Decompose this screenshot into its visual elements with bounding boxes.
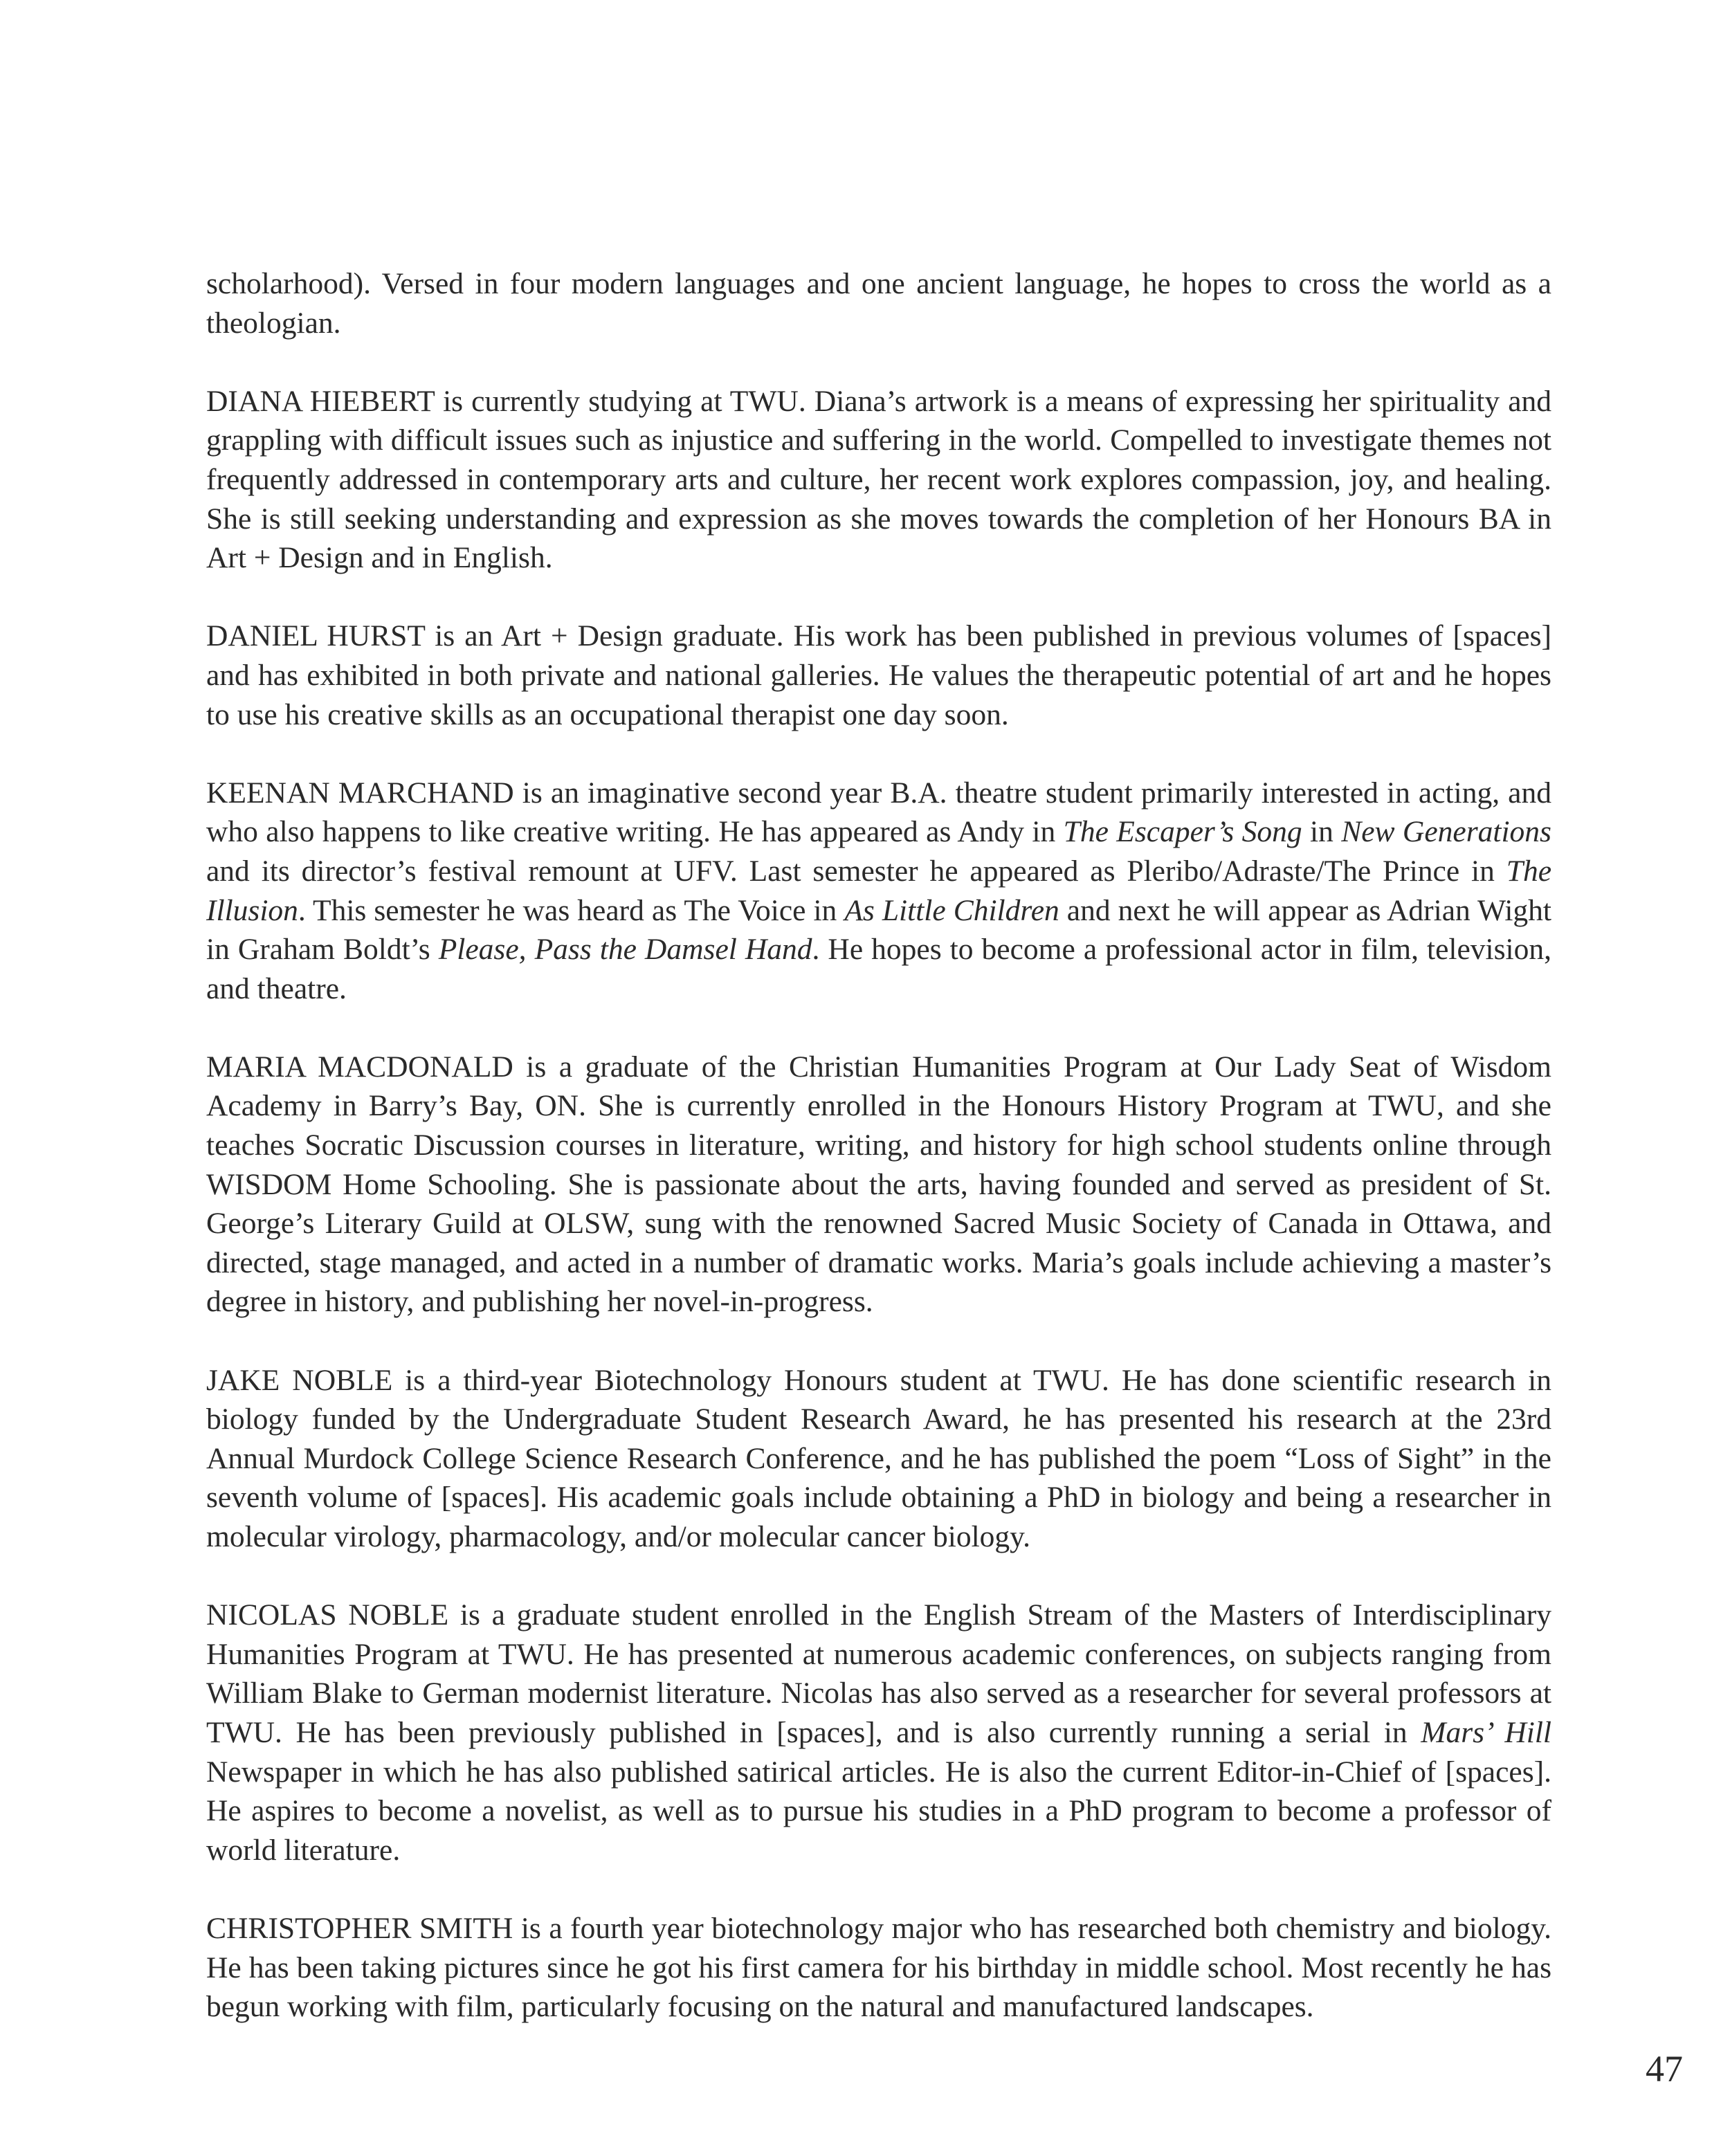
bio-title-italic: New Generations [1341, 815, 1551, 849]
bio-text: and its director’s festival remount at UFV. Last semester he appeared as Pleribo/Adraste/The Prince in [206, 854, 1506, 888]
bio-paragraph-daniel-hurst [206, 616, 1551, 734]
bio-title-italic: As Little Children [844, 893, 1059, 927]
bio-text: . He hopes to become a professional actor in film, television, and theatre. [206, 933, 1552, 1005]
bio-text: MARIA MACDONALD is a graduate of the Christian Humanities Program at Our Lady Seat of Wisdom Academy in Barry’s Bay, ON. She is currently enrolled in the Honours History Program at TWU, and she teaches Socratic Discussion courses in literature, writing, and history for high school students online through WISDOM Home Schooling. She is passionate about the arts, having founded and served as president of St. George’s Literary Guild at OLSW, sung with the renowned Sacred Music Society of Canada in Ottawa, and directed, stage managed, and acted in a number of dramatic works. Maria’s goals include achieving a master’s degree in history, and publishing her novel-in-progress. [206, 1050, 1551, 1319]
bio-paragraph-keenan-marchand [206, 774, 1551, 1009]
bio-text: Newspaper in which he has also published satirical articles. He is also the current Editor-in-Chief of [spaces]. He aspires to become a novelist, as well as to pursue his studies in a PhD program to become a professor of world literature. [206, 1755, 1551, 1867]
bio-text: in [1302, 815, 1342, 849]
bio-paragraph-nicolas-noble [206, 1596, 1551, 1870]
bio-text: NICOLAS NOBLE is a graduate student enrolled in the English Stream of the Masters of Interdisciplinary Humanities Program at TWU. He has presented at numerous academic conferences, on subjects ranging from William Blake to German modernist literature. Nicolas has also served as a researcher for several professors at TWU. He has been previously published in [spaces], and is also currently running a serial in [206, 1598, 1551, 1749]
bio-paragraph-diana-hiebert [206, 382, 1551, 578]
bio-text: and next he will appear as Adrian Wight in Graham Boldt’s [206, 893, 1551, 967]
page-number: 47 [1646, 2048, 1683, 2090]
bio-title-italic: Please, Pass the Damsel Hand [438, 933, 812, 967]
bio-text: . This semester he was heard as The Voice in [298, 893, 845, 927]
bio-paragraph-jake-noble [206, 1361, 1551, 1557]
bio-text: KEENAN MARCHAND is an imaginative second year B.A. theatre student primarily interested in acting, and who also happens to like creative writing. He has appeared as Andy in [206, 776, 1551, 849]
bio-paragraph-continued [206, 264, 1551, 342]
bio-title-italic: The Illusion [206, 854, 1551, 927]
bio-text: CHRISTOPHER SMITH is a fourth year biotechnology major who has researched both chemistry and biology. He has been taking pictures since he got his first camera for his birthday in middle school. Most recently he has begun working with film, particularly focusing on the natural and manufactured landscapes. [206, 1911, 1551, 2024]
page-content [206, 264, 1551, 2065]
bio-title-italic: Mars’ Hill [1421, 1715, 1551, 1749]
bio-text: DIANA HIEBERT is currently studying at TWU. Diana’s artwork is a means of expressing her spirituality and grappling with difficult issues such as injustice and suffering in the world. Compelled to investigate themes not frequently addressed in contemporary arts and culture, her recent work explores compassion, joy, and healing. She is still seeking understanding and expression as she moves towards the completion of her Honours BA in Art + Design and in English. [206, 384, 1551, 575]
bio-title-italic: The Escaper’s Song [1063, 815, 1302, 849]
bio-text: JAKE NOBLE is a third-year Biotechnology Honours student at TWU. He has done scientific research in biology funded by the Undergraduate Student Research Award, he has presented his research at the 23rd Annual Murdock College Science Research Conference, and he has published the poem “Loss of Sight” in the seventh volume of [spaces]. His academic goals include obtaining a PhD in biology and being a researcher in molecular virology, pharmacology, and/or molecular cancer biology. [206, 1363, 1551, 1553]
bio-paragraph-christopher-smith [206, 1909, 1551, 2027]
bio-text: scholarhood). Versed in four modern languages and one ancient language, he hopes to cross the world as a theologian. [206, 267, 1551, 340]
bio-paragraph-maria-macdonald [206, 1048, 1551, 1322]
bio-text: DANIEL HURST is an Art + Design graduate. His work has been published in previous volumes of [spaces] and has exhibited in both private and national galleries. He values the therapeutic potential of art and he hopes to use his creative skills as an occupational therapist one day soon. [206, 619, 1551, 731]
